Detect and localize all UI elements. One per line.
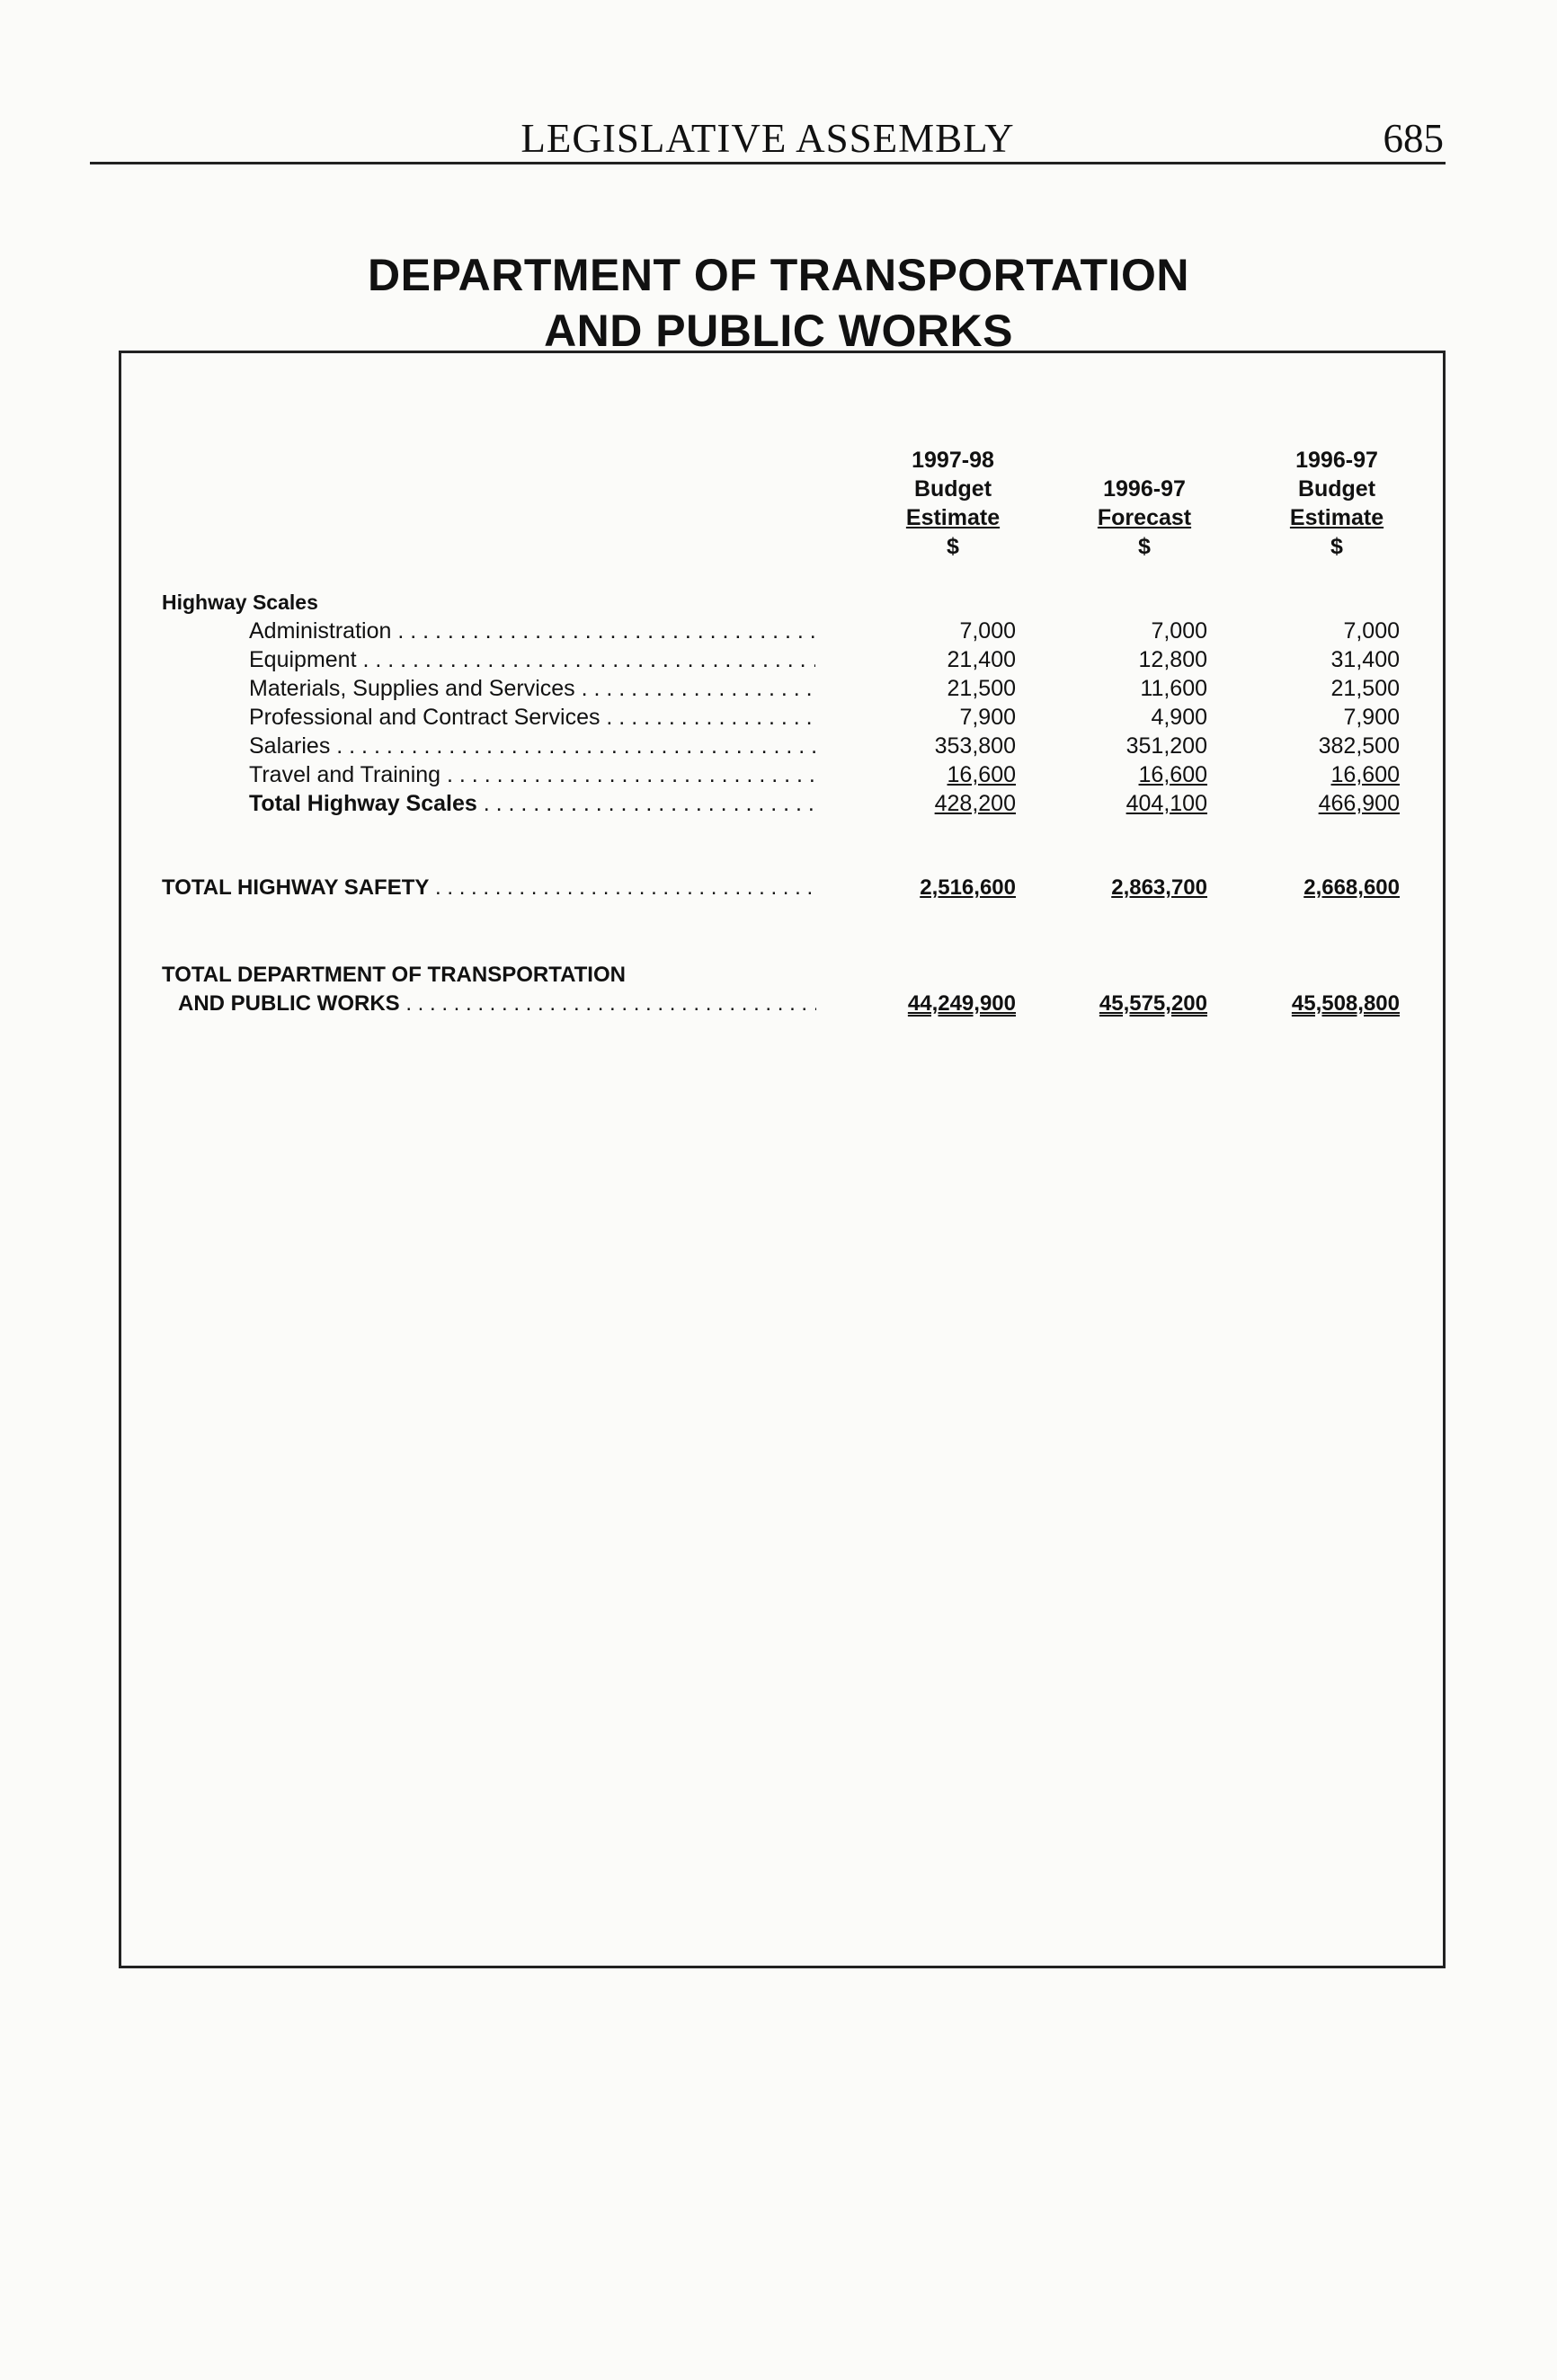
row-label: Equipment . . . <box>249 647 815 673</box>
value-1996-97-forecast: 11,600 <box>1140 676 1207 701</box>
total-department-1996-97-forecast: 45,575,200 <box>1099 991 1207 1016</box>
subtotal-1996-97-budget: 466,900 <box>1318 791 1400 816</box>
running-head-title: LEGISLATIVE ASSEMBLY <box>520 116 1015 161</box>
value-1997-98-budget: 7,000 <box>959 618 1016 644</box>
row-label: Professional and Contract Services . . . <box>249 705 815 731</box>
subtotal-1996-97-forecast: 404,100 <box>1125 791 1207 816</box>
column-header-line3: Estimate <box>1289 505 1384 530</box>
column-header-year: 1997-98 <box>912 448 994 473</box>
column-header-line2: Budget <box>913 476 992 502</box>
value-1996-97-budget: 7,900 <box>1343 705 1400 730</box>
total-highway-safety-row <box>0 875 1446 906</box>
column-header-unit: $ <box>947 534 959 559</box>
value-1996-97-forecast: 7,000 <box>1151 618 1207 644</box>
total-department-1996-97-budget: 45,508,800 <box>1291 991 1400 1016</box>
value-1996-97-forecast: 4,900 <box>1151 705 1207 730</box>
table-row <box>0 676 1446 705</box>
value-1997-98-budget: 16,600 <box>947 762 1016 787</box>
value-1997-98-budget: 353,800 <box>934 733 1016 759</box>
page-number: 685 <box>1383 116 1444 161</box>
value-1996-97-budget: 31,400 <box>1330 647 1400 672</box>
table-row <box>0 618 1446 647</box>
table-row <box>0 762 1446 791</box>
table-row <box>0 647 1446 676</box>
subtotal-1997-98-budget: 428,200 <box>934 791 1016 816</box>
running-head <box>90 106 1446 164</box>
total-highway-safety-1996-97-budget: 2,668,600 <box>1303 875 1400 900</box>
table-row <box>0 733 1446 762</box>
value-1996-97-budget: 16,600 <box>1330 762 1400 787</box>
value-1997-98-budget: 7,900 <box>959 705 1016 730</box>
value-1996-97-forecast: 351,200 <box>1125 733 1207 759</box>
column-header-year: 1996-97 <box>1295 448 1378 473</box>
row-label: Salaries . . . <box>249 733 815 759</box>
value-1996-97-budget: 21,500 <box>1330 676 1400 701</box>
total-department-label-line1: TOTAL DEPARTMENT OF TRANSPORTATION <box>162 963 626 987</box>
total-highway-safety-label: TOTAL HIGHWAY SAFETY . . . <box>162 875 816 901</box>
column-header-unit: $ <box>1138 534 1151 559</box>
row-label: Administration . . . <box>249 618 815 644</box>
department-title-line2: AND PUBLIC WORKS <box>544 306 1013 356</box>
value-1996-97-forecast: 16,600 <box>1138 762 1207 787</box>
total-highway-safety-1997-98: 2,516,600 <box>920 875 1016 900</box>
row-label: Travel and Training . . . <box>249 762 815 788</box>
value-1997-98-budget: 21,500 <box>947 676 1016 701</box>
value-1996-97-forecast: 12,800 <box>1138 647 1207 672</box>
table-row <box>0 705 1446 733</box>
column-header-1996-97-budget-estimate <box>1220 446 1454 561</box>
column-header-unit: $ <box>1330 534 1343 559</box>
value-1997-98-budget: 21,400 <box>947 647 1016 672</box>
section-heading-highway-scales: Highway Scales <box>162 591 318 614</box>
value-1996-97-budget: 7,000 <box>1343 618 1400 644</box>
column-header-line2: 1996-97 <box>1103 476 1186 502</box>
total-highway-safety-1996-97-forecast: 2,863,700 <box>1111 875 1207 900</box>
row-label: Materials, Supplies and Services . . . <box>249 676 815 702</box>
total-department-row <box>0 991 1446 1022</box>
total-department-label-line2: AND PUBLIC WORKS . . . <box>178 991 816 1017</box>
department-title-line1: DEPARTMENT OF TRANSPORTATION <box>368 250 1189 300</box>
department-title <box>0 247 1557 359</box>
column-header-line2: Budget <box>1297 476 1376 502</box>
total-department-1997-98: 44,249,900 <box>907 991 1016 1016</box>
value-1996-97-budget: 382,500 <box>1318 733 1400 759</box>
subtotal-label: Total Highway Scales . . . <box>249 791 815 817</box>
column-header-line3: Estimate <box>905 505 1001 530</box>
subtotal-row <box>0 791 1446 820</box>
column-header-line3: Forecast <box>1097 505 1192 530</box>
